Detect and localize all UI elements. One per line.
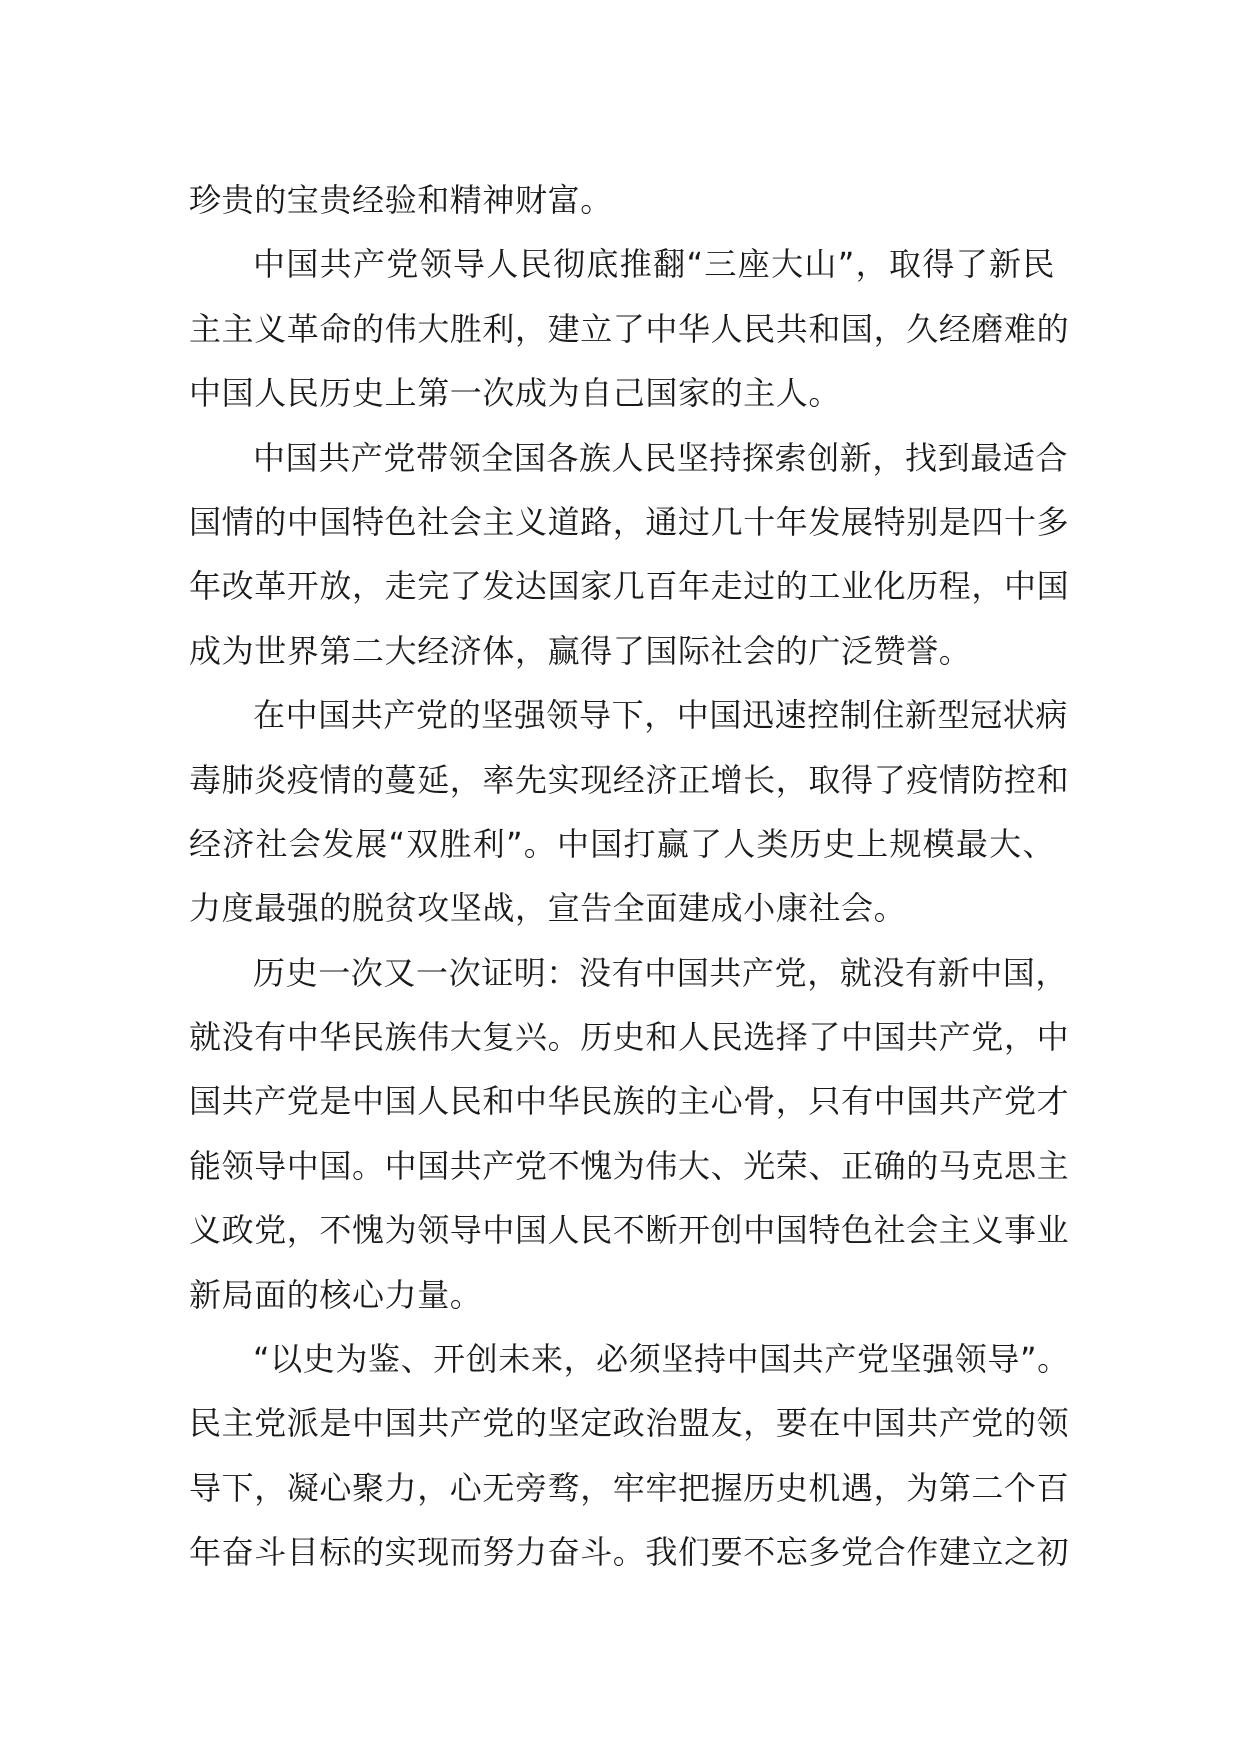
text-line: 导下，凝心聚力，心无旁骛，牢牢把握历史机遇，为第二个百 [189, 1468, 1070, 1507]
text-line: 中国人民历史上第一次成为自己国家的主人。 [189, 374, 842, 413]
text-line: “以史为鉴、开创未来，必须坚持中国共产党坚强领导”。 [253, 1340, 1070, 1379]
text-line: 历史一次又一次证明：没有中国共产党，就没有新中国， [253, 953, 1069, 992]
text-line: 中国共产党领导人民彻底推翻“三座大山”，取得了新民 [253, 245, 1055, 284]
text-line: 民主党派是中国共产党的坚定政治盟友，要在中国共产党的领 [189, 1404, 1070, 1443]
text-line: 就没有中华民族伟大复兴。历史和人民选择了中国共产党，中 [189, 1018, 1070, 1057]
text-line: 年改革开放，走完了发达国家几百年走过的工业化历程，中国 [189, 567, 1070, 606]
text-line: 新局面的核心力量。 [189, 1275, 483, 1314]
text-line: 国情的中国特色社会主义道路，通过几十年发展特别是四十多 [189, 502, 1070, 541]
text-line: 力度最强的脱贫攻坚战，宣告全面建成小康社会。 [189, 889, 907, 928]
text-line: 中国共产党带领全国各族人民坚持探索创新，找到最适合 [253, 438, 1069, 477]
text-line: 成为世界第二大经济体，赢得了国际社会的广泛赞誉。 [189, 631, 972, 670]
text-line: 主主义革命的伟大胜利，建立了中华人民共和国，久经磨难的 [189, 309, 1070, 348]
text-line: 珍贵的宝贵经验和精神财富。 [189, 181, 613, 219]
text-line: 年奋斗目标的实现而努力奋斗。我们要不忘多党合作建立之初 [189, 1533, 1070, 1572]
text-line: 经济社会发展“双胜利”。中国打赢了人类历史上规模最大、 [189, 824, 1055, 863]
text-line: 义政党，不愧为领导中国人民不断开创中国特色社会主义事业 [189, 1211, 1070, 1250]
text-line: 在中国共产党的坚强领导下，中国迅速控制住新型冠状病 [253, 696, 1069, 735]
document-body [189, 168, 1070, 1585]
text-line: 能领导中国。中国共产党不愧为伟大、光荣、正确的马克思主 [189, 1146, 1070, 1185]
text-line: 国共产党是中国人民和中华民族的主心骨，只有中国共产党才 [189, 1082, 1070, 1121]
text-line: 毒肺炎疫情的蔓延，率先实现经济正增长，取得了疫情防控和 [189, 760, 1070, 799]
